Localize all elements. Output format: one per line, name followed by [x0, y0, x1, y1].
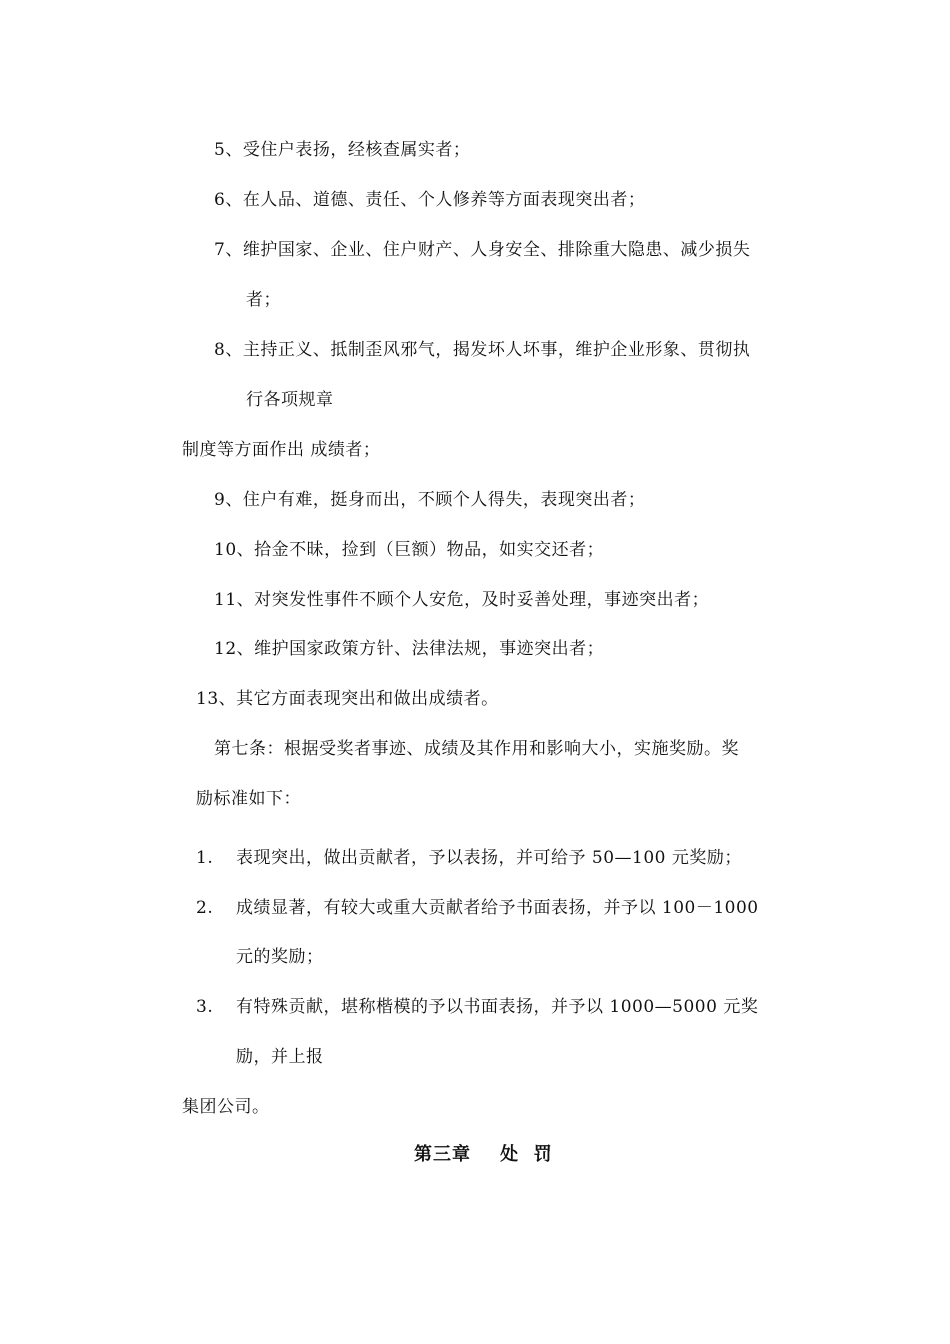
- reward-1-text: 表现突出，做出贡献者，予以表扬，并可给予 50—100 元奖励；: [236, 848, 742, 868]
- item-8: 8、主持正义、抵制歪风邪气，揭发坏人坏事，维护企业形象、贯彻执: [214, 340, 751, 360]
- reward-1-number: 1.: [196, 848, 214, 868]
- item-11: 11、对突发性事件不顾个人安危，及时妥善处理，事迹突出者；: [214, 590, 710, 610]
- reward-3-continuation: 励，并上报: [236, 1047, 324, 1067]
- reward-3-number: 3.: [196, 997, 214, 1017]
- item-6: 6、在人品、道德、责任、个人修养等方面表现突出者；: [214, 190, 646, 210]
- item-13: 13、其它方面表现突出和做出成绩者。: [196, 689, 499, 709]
- reward-1: [196, 847, 742, 869]
- item-12: 12、维护国家政策方针、法律法规，事迹突出者；: [214, 639, 605, 659]
- item-7-continuation: 者；: [246, 290, 281, 310]
- item-8-continuation-2: 制度等方面作出 成绩者；: [182, 440, 381, 460]
- reward-2-text: 成绩显著，有较大或重大贡献者给予书面表扬，并予以 100－1000: [236, 898, 759, 918]
- reward-2-continuation: 元的奖励；: [236, 947, 324, 967]
- item-8-continuation: 行各项规章: [246, 390, 334, 410]
- reward-2-number: 2.: [196, 898, 214, 918]
- item-10: 10、拾金不昧，捡到（巨额）物品，如实交还者；: [214, 540, 605, 560]
- reward-3-text: 有特殊贡献，堪称楷模的予以书面表扬，并予以 1000—5000 元奖: [236, 997, 759, 1017]
- item-5: 5、受住户表扬，经核查属实者；: [214, 140, 471, 160]
- reward-3-continuation-2: 集团公司。: [182, 1097, 270, 1117]
- article-7-line-2: 励标准如下：: [196, 789, 301, 809]
- article-7-line-1: 第七条：根据受奖者事迹、成绩及其作用和影响大小，实施奖励。奖: [214, 739, 739, 759]
- reward-2: [196, 897, 759, 919]
- reward-3: [196, 996, 758, 1018]
- item-9: 9、住户有难，挺身而出，不顾个人得失，表现突出者；: [214, 490, 646, 510]
- item-7: 7、维护国家、企业、住户财产、人身安全、排除重大隐患、减少损失: [214, 240, 751, 260]
- chapter-heading: 第三章 处 罚: [414, 1144, 553, 1165]
